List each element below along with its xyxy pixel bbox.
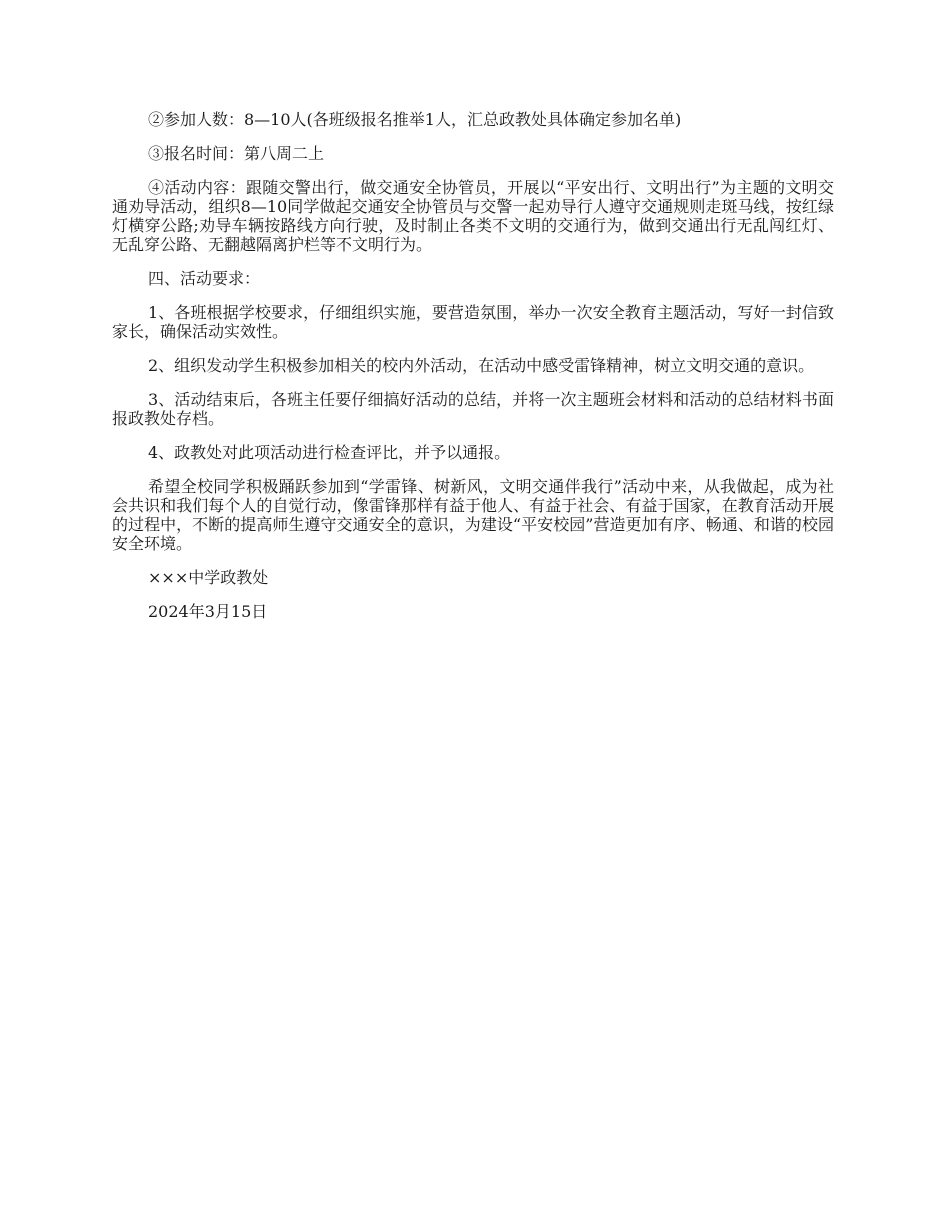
closing-paragraph: 希望全校同学积极踊跃参加到“学雷锋、树新风，文明交通伴我行”活动中来，从我做起，成为社会共识和我们每个人的自觉行动，像雷锋那样有益于他人、有益于社会、有益于国家，在教育活动开展的过程中，不断的提高师生遵守交通安全的意识，为建设“平安校园”营造更加有序、畅通、和谐的校园安全环境。 bbox=[112, 477, 834, 553]
participant-count-paragraph: ②参加人数：8—10人(各班级报名推举1人，汇总政教处具体确定参加名单) bbox=[148, 110, 682, 129]
requirement-item-4: 4、政教处对此项活动进行检查评比，并予以通报。 bbox=[148, 443, 511, 462]
requirement-item-2: 2、组织发动学生积极参加相关的校内外活动，在活动中感受雷锋精神，树立文明交通的意识。 bbox=[148, 356, 815, 375]
requirement-item-3: 3、活动结束后，各班主任要仔细搞好活动的总结，并将一次主题班会材料和活动的总结材料书面报政教处存档。 bbox=[112, 390, 834, 428]
date-line: 2024年3月15日 bbox=[148, 602, 268, 621]
document-body bbox=[112, 110, 834, 636]
activity-content-paragraph: ④活动内容：跟随交警出行，做交通安全协管员，开展以“平安出行、文明出行”为主题的文明交通劝导活动，组织8—10同学做起交通安全协管员与交警一起劝导行人遵守交通规则走斑马线，按红绿灯横穿公路;劝导车辆按路线方向行驶，及时制止各类不文明的交通行为，做到交通出行无乱闯红灯、无乱穿公路、无翻越隔离护栏等不文明行为。 bbox=[112, 178, 834, 254]
requirement-item-1: 1、各班根据学校要求，仔细组织实施，要营造氛围，举办一次安全教育主题活动，写好一封信致家长，确保活动实效性。 bbox=[112, 303, 834, 341]
section-heading-requirements: 四、活动要求： bbox=[148, 269, 261, 288]
registration-time-paragraph: ③报名时间：第八周二上 bbox=[148, 144, 325, 163]
signature-line: ×××中学政教处 bbox=[148, 568, 269, 587]
